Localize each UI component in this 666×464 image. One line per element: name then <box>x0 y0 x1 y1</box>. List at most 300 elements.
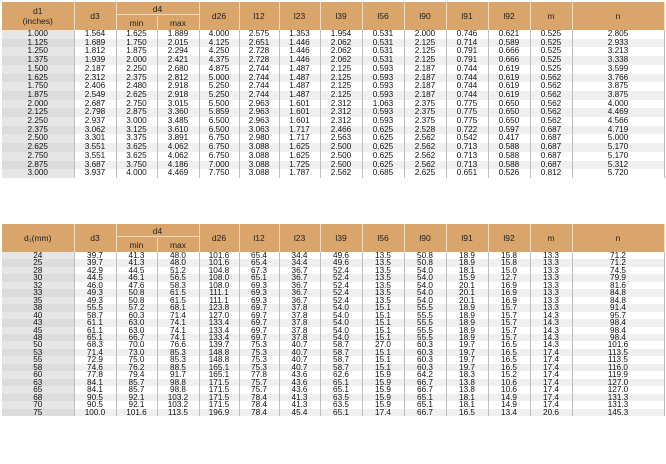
table-cell: 0.619 <box>488 91 530 100</box>
table-cell: 1.487 <box>279 91 320 100</box>
table-row <box>2 274 664 281</box>
header-d1-mm: d₁(mm) <box>2 224 74 252</box>
table-cell: 75.3 <box>239 341 279 348</box>
table-cell: 15.8 <box>488 252 530 259</box>
table-cell: 101.6 <box>572 341 664 348</box>
table-cell: 4.875 <box>199 65 239 74</box>
table-cell: 58.7 <box>320 349 362 356</box>
table-cell: 15.1 <box>362 356 404 363</box>
table-cell: 4.719 <box>572 126 664 135</box>
table-row <box>2 169 664 178</box>
table-cell: 0.744 <box>446 91 488 100</box>
table-cell: 16.9 <box>488 282 530 289</box>
table-cell: 55.5 <box>404 334 446 341</box>
table-row <box>2 297 664 304</box>
table-cell: 74.1 <box>157 334 199 341</box>
table-cell: 58.7 <box>320 341 362 348</box>
table-cell: 0.593 <box>362 117 404 126</box>
table-cell: 0.713 <box>446 161 488 170</box>
table-cell: 20.1 <box>446 289 488 296</box>
table-cell: 171.5 <box>199 401 239 408</box>
table-cell: 95.7 <box>572 312 664 319</box>
table-cell: 0.744 <box>446 82 488 91</box>
table-cell: 5.312 <box>572 161 664 170</box>
table-cell: 7.000 <box>199 161 239 170</box>
table-cell: 3.338 <box>572 56 664 65</box>
table-cell: 3.625 <box>116 143 157 152</box>
table-cell: 2.750 <box>116 100 157 109</box>
table-cell: 2.480 <box>116 82 157 91</box>
table-cell: 13.3 <box>530 304 572 311</box>
table-cell: 75.7 <box>239 386 279 393</box>
table-cell: 0.650 <box>488 100 530 109</box>
table-row <box>2 259 664 266</box>
table-cell: 3.125 <box>116 126 157 135</box>
table-cell: 13.3 <box>530 267 572 274</box>
table-cell: 85.3 <box>157 349 199 356</box>
table-cell: 2.963 <box>239 100 279 109</box>
table-cell: 69.7 <box>239 327 279 334</box>
row-key-cell: 1.500 <box>2 65 74 74</box>
table-cell: 16.5 <box>488 349 530 356</box>
header-d1-unit: (inches) <box>22 16 53 26</box>
table-cell: 17.4 <box>530 349 572 356</box>
table-cell: 1.625 <box>116 30 157 39</box>
table-cell: 18.9 <box>446 304 488 311</box>
row-key-cell: 68 <box>2 394 74 401</box>
table-cell: 74.6 <box>74 364 116 371</box>
table-cell: 2.744 <box>239 82 279 91</box>
row-key-cell: 1.375 <box>2 56 74 65</box>
table-cell: 52.4 <box>320 282 362 289</box>
table-cell: 1.939 <box>74 56 116 65</box>
table-cell: 67.3 <box>239 267 279 274</box>
table-cell: 5.250 <box>199 91 239 100</box>
table-cell: 3.360 <box>157 108 199 117</box>
table-cell: 16.9 <box>488 297 530 304</box>
table-cell: 2.406 <box>74 82 116 91</box>
table-cell: 43.6 <box>279 379 320 386</box>
table-cell: 84.1 <box>74 379 116 386</box>
row-key-cell: 53 <box>2 349 74 356</box>
table-cell: 2.744 <box>239 74 279 83</box>
row-key-cell: 58 <box>2 364 74 371</box>
table-cell: 13.5 <box>362 252 404 259</box>
table-cell: 0.744 <box>446 65 488 74</box>
table-cell: 74.1 <box>157 319 199 326</box>
table-cell: 0.687 <box>530 143 572 152</box>
table-cell: 52.4 <box>320 297 362 304</box>
table-cell: 60.3 <box>404 356 446 363</box>
table-cell: 20.1 <box>446 282 488 289</box>
table-cell: 37.8 <box>279 304 320 311</box>
row-key-cell: 75 <box>2 409 74 416</box>
table-cell: 0.562 <box>530 91 572 100</box>
table-cell: 39.7 <box>74 252 116 259</box>
table-cell: 5.000 <box>572 134 664 143</box>
table-row <box>2 143 664 152</box>
row-key-cell: 70 <box>2 401 74 408</box>
table-cell: 1.601 <box>279 100 320 109</box>
table-cell: 54.0 <box>320 319 362 326</box>
table-cell: 41.3 <box>279 401 320 408</box>
table-cell: 1.487 <box>279 65 320 74</box>
table-cell: 171.5 <box>199 386 239 393</box>
table-row <box>2 304 664 311</box>
table-cell: 54.0 <box>404 274 446 281</box>
table-cell: 15.7 <box>488 304 530 311</box>
row-key-cell: 24 <box>2 252 74 259</box>
table-cell: 5.859 <box>199 108 239 117</box>
table-cell: 42.9 <box>74 267 116 274</box>
table-cell: 37.8 <box>279 327 320 334</box>
table-cell: 52.4 <box>320 267 362 274</box>
table-cell: 54.0 <box>320 334 362 341</box>
table-cell: 68.3 <box>74 341 116 348</box>
table-row <box>2 379 664 386</box>
table-cell: 85.3 <box>157 356 199 363</box>
table-cell: 0.650 <box>488 117 530 126</box>
table-cell: 36.7 <box>279 274 320 281</box>
table-row <box>2 319 664 326</box>
row-key-cell: 1.625 <box>2 74 74 83</box>
table-cell: 5.500 <box>199 100 239 109</box>
table-cell: 34.4 <box>279 252 320 259</box>
table-cell: 14.3 <box>530 334 572 341</box>
table-cell: 69.7 <box>239 319 279 326</box>
table-cell: 73.0 <box>116 349 157 356</box>
table-cell: 0.619 <box>488 82 530 91</box>
table-cell: 20.6 <box>530 409 572 416</box>
table-cell: 0.812 <box>530 169 572 178</box>
table-cell: 98.8 <box>157 386 199 393</box>
table-cell: 65.1 <box>404 401 446 408</box>
table-cell: 75.0 <box>116 356 157 363</box>
table-cell: 2.875 <box>116 108 157 117</box>
table-cell: 70.0 <box>116 341 157 348</box>
table-cell: 15.7 <box>488 312 530 319</box>
table-cell: 39.7 <box>74 259 116 266</box>
table-cell: 2.187 <box>404 91 446 100</box>
table-cell: 72.9 <box>74 356 116 363</box>
table-cell: 3.375 <box>116 134 157 143</box>
table-cell: 133.4 <box>199 327 239 334</box>
table-cell: 13.5 <box>362 282 404 289</box>
table-cell: 84.8 <box>572 297 664 304</box>
table-cell: 7.750 <box>199 169 239 178</box>
table-cell: 103.2 <box>157 401 199 408</box>
table-cell: 101.6 <box>116 409 157 416</box>
table-cell: 127.0 <box>199 312 239 319</box>
table-cell: 14.3 <box>530 319 572 326</box>
table-cell: 69.3 <box>239 297 279 304</box>
table-cell: 56.5 <box>157 274 199 281</box>
table-cell: 2.798 <box>74 108 116 117</box>
table-cell: 14.3 <box>530 341 572 348</box>
header-row <box>2 224 664 238</box>
table-cell: 148.8 <box>199 349 239 356</box>
table-cell: 2.500 <box>320 161 362 170</box>
mm-table-body <box>2 252 664 416</box>
table-cell: 15.9 <box>362 371 404 378</box>
table-cell: 15.1 <box>362 349 404 356</box>
table-cell: 19.7 <box>446 349 488 356</box>
row-key-cell: 1.000 <box>2 30 74 39</box>
table-cell: 3.766 <box>572 74 664 83</box>
table-cell: 10.6 <box>488 386 530 393</box>
table-cell: 5.170 <box>572 143 664 152</box>
table-row <box>2 100 664 109</box>
table-cell: 18.1 <box>446 394 488 401</box>
table-cell: 19.7 <box>446 356 488 363</box>
table-cell: 1.725 <box>279 161 320 170</box>
table-row <box>2 74 664 83</box>
table-cell: 13.3 <box>530 259 572 266</box>
header-d1 <box>2 2 74 30</box>
table-cell: 40.7 <box>279 349 320 356</box>
table-cell: 3.485 <box>157 117 199 126</box>
table-cell: 61.1 <box>74 327 116 334</box>
table-cell: 2.421 <box>157 56 199 65</box>
table-cell: 2.937 <box>74 117 116 126</box>
table-cell: 69.3 <box>239 289 279 296</box>
row-key-cell: 2.125 <box>2 108 74 117</box>
table-cell: 92.1 <box>116 401 157 408</box>
table-cell: 75.7 <box>239 379 279 386</box>
table-cell: 17.4 <box>530 364 572 371</box>
table-cell: 2.375 <box>404 100 446 109</box>
header-d26: d26 <box>199 2 239 30</box>
table-row <box>2 91 664 100</box>
table-cell: 2.015 <box>157 39 199 48</box>
table-cell: 1.564 <box>74 30 116 39</box>
table-cell: 14.9 <box>488 394 530 401</box>
row-key-cell: 63 <box>2 379 74 386</box>
row-key-cell: 33 <box>2 289 74 296</box>
table-cell: 74.1 <box>157 327 199 334</box>
table-cell: 13.8 <box>446 386 488 393</box>
table-cell: 0.687 <box>530 134 572 143</box>
table-cell: 15.8 <box>488 259 530 266</box>
table-cell: 64.2 <box>404 371 446 378</box>
table-cell: 77.8 <box>239 371 279 378</box>
table-cell: 85.7 <box>116 386 157 393</box>
table-cell: 4.250 <box>199 47 239 56</box>
table-cell: 2.562 <box>404 161 446 170</box>
table-cell: 3.063 <box>239 126 279 135</box>
row-key-cell: 1.250 <box>2 47 74 56</box>
header-m: m <box>530 2 572 30</box>
table-cell: 34.4 <box>279 259 320 266</box>
row-key-cell: 30 <box>2 274 74 281</box>
table-cell: 36.7 <box>279 297 320 304</box>
table-row <box>2 56 664 65</box>
table-row <box>2 409 664 416</box>
table-cell: 0.619 <box>488 74 530 83</box>
table-cell: 4.566 <box>572 117 664 126</box>
table-cell: 2.375 <box>404 108 446 117</box>
header-d1-label: d1 <box>33 6 43 16</box>
table-cell: 98.4 <box>572 334 664 341</box>
table-cell: 0.525 <box>530 39 572 48</box>
table-cell: 1.889 <box>157 30 199 39</box>
table-cell: 103.2 <box>157 394 199 401</box>
table-cell: 0.588 <box>488 161 530 170</box>
table-cell: 108.0 <box>199 282 239 289</box>
table-cell: 60.3 <box>404 349 446 356</box>
table-cell: 0.562 <box>530 74 572 83</box>
table-cell: 19.7 <box>446 341 488 348</box>
header-d4-max: max <box>157 16 199 30</box>
table-cell: 131.3 <box>572 401 664 408</box>
header-d3: d3 <box>74 2 116 30</box>
table-cell: 111.1 <box>199 289 239 296</box>
table-cell: 3.088 <box>239 143 279 152</box>
table-cell: 2.312 <box>74 74 116 83</box>
table-cell: 2.562 <box>404 152 446 161</box>
table-cell: 104.8 <box>199 267 239 274</box>
table-cell: 61.5 <box>157 297 199 304</box>
header-l91: l91 <box>446 224 488 252</box>
table-cell: 79.4 <box>116 371 157 378</box>
table-cell: 0.588 <box>488 143 530 152</box>
table-cell: 0.531 <box>362 56 404 65</box>
table-cell: 17.4 <box>530 379 572 386</box>
table-cell: 1.353 <box>279 30 320 39</box>
row-key-cell: 43 <box>2 319 74 326</box>
table-cell: 37.8 <box>279 319 320 326</box>
table-cell: 0.417 <box>488 134 530 143</box>
table-cell: 0.625 <box>362 126 404 135</box>
table-cell: 49.6 <box>320 259 362 266</box>
table-cell: 6.750 <box>199 143 239 152</box>
table-row <box>2 134 664 143</box>
table-cell: 3.610 <box>157 126 199 135</box>
table-cell: 41.3 <box>116 252 157 259</box>
table-cell: 0.597 <box>488 126 530 135</box>
table-cell: 116.0 <box>572 364 664 371</box>
table-cell: 15.2 <box>488 371 530 378</box>
table-cell: 58.7 <box>74 312 116 319</box>
table-cell: 2.125 <box>404 56 446 65</box>
table-cell: 2.000 <box>116 56 157 65</box>
table-cell: 49.3 <box>74 297 116 304</box>
table-cell: 1.625 <box>279 143 320 152</box>
table-cell: 13.3 <box>530 274 572 281</box>
table-cell: 108.0 <box>199 274 239 281</box>
row-key-cell: 50 <box>2 341 74 348</box>
table-cell: 79.9 <box>572 274 664 281</box>
table-cell: 0.588 <box>488 152 530 161</box>
table-cell: 2.125 <box>320 74 362 83</box>
table-cell: 65.1 <box>239 274 279 281</box>
table-cell: 13.8 <box>446 379 488 386</box>
table-cell: 0.713 <box>446 143 488 152</box>
table-cell: 15.1 <box>362 334 404 341</box>
table-cell: 2.562 <box>404 134 446 143</box>
table-cell: 113.5 <box>572 349 664 356</box>
table-cell: 127.0 <box>572 379 664 386</box>
table-cell: 45.4 <box>279 409 320 416</box>
header-d4-label: d4 <box>117 226 199 237</box>
table-cell: 0.619 <box>488 65 530 74</box>
row-key-cell: 2.875 <box>2 161 74 170</box>
table-cell: 78.4 <box>239 394 279 401</box>
table-cell: 2.312 <box>320 108 362 117</box>
table-cell: 4.062 <box>157 143 199 152</box>
table-cell: 3.551 <box>74 152 116 161</box>
table-cell: 16.5 <box>488 364 530 371</box>
header-l12: l12 <box>239 224 279 252</box>
table-cell: 0.625 <box>362 134 404 143</box>
table-cell: 2.680 <box>157 65 199 74</box>
table-row <box>2 401 664 408</box>
table-cell: 2.812 <box>157 74 199 83</box>
table-cell: 15.1 <box>362 304 404 311</box>
table-cell: 1.487 <box>279 82 320 91</box>
table-cell: 111.1 <box>199 297 239 304</box>
table-cell: 2.575 <box>239 30 279 39</box>
table-cell: 54.0 <box>404 289 446 296</box>
row-key-cell: 60 <box>2 371 74 378</box>
table-cell: 50.8 <box>116 297 157 304</box>
table-cell: 6.750 <box>199 152 239 161</box>
table-cell: 0.531 <box>362 47 404 56</box>
table-cell: 58.7 <box>320 356 362 363</box>
table-row <box>2 47 664 56</box>
table-cell: 55.5 <box>404 304 446 311</box>
table-cell: 15.9 <box>362 394 404 401</box>
table-cell: 4.375 <box>199 56 239 65</box>
table-cell: 15.9 <box>362 379 404 386</box>
table-cell: 1.446 <box>279 47 320 56</box>
header-d4-max: max <box>157 238 199 252</box>
table-cell: 0.542 <box>446 134 488 143</box>
table-cell: 0.625 <box>362 161 404 170</box>
header-l56: l56 <box>362 2 404 30</box>
table-cell: 1.625 <box>279 152 320 161</box>
table-cell: 4.000 <box>572 100 664 109</box>
header-l92: l92 <box>488 2 530 30</box>
table-cell: 17.4 <box>362 409 404 416</box>
table-cell: 196.9 <box>199 409 239 416</box>
table-cell: 54.0 <box>404 282 446 289</box>
table-cell: 2.062 <box>320 47 362 56</box>
table-cell: 1.787 <box>279 169 320 178</box>
table-cell: 2.563 <box>320 134 362 143</box>
table-cell: 52.4 <box>320 274 362 281</box>
table-cell: 91.4 <box>572 304 664 311</box>
table-row <box>2 152 664 161</box>
header-l91: l91 <box>446 2 488 30</box>
table-cell: 0.650 <box>488 108 530 117</box>
table-cell: 84.1 <box>74 386 116 393</box>
table-cell: 16.5 <box>446 409 488 416</box>
table-cell: 13.5 <box>362 289 404 296</box>
table-cell: 13.3 <box>530 289 572 296</box>
table-cell: 74.5 <box>572 267 664 274</box>
table-row <box>2 394 664 401</box>
table-cell: 0.593 <box>362 74 404 83</box>
table-cell: 127.0 <box>572 386 664 393</box>
table-cell: 3.551 <box>74 143 116 152</box>
header-l23: l23 <box>279 2 320 30</box>
table-cell: 69.7 <box>239 304 279 311</box>
table-cell: 58.7 <box>320 364 362 371</box>
table-cell: 0.744 <box>446 74 488 83</box>
table-cell: 123.8 <box>199 304 239 311</box>
header-d4 <box>116 2 199 16</box>
